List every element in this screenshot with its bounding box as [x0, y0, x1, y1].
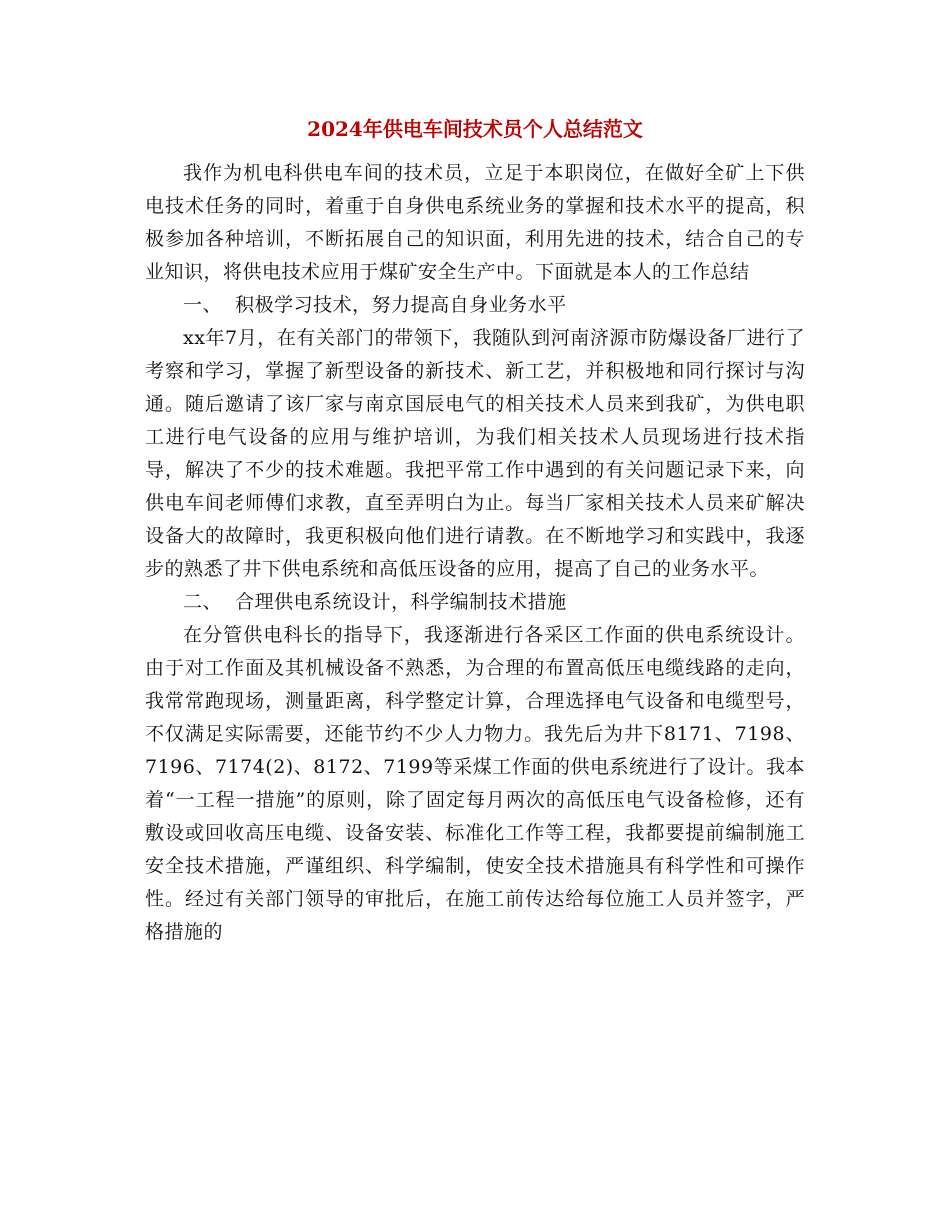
- document-title: 2024年供电车间技术员个人总结范文: [307, 117, 643, 141]
- document-body: [145, 157, 805, 949]
- section-heading-1: 一、 积极学习技术，努力提高自身业务水平: [183, 294, 567, 316]
- section-2-paragraph: 在分管供电科长的指导下，我逐渐进行各采区工作面的供电系统设计。由于对工作面及其机械设备不熟悉，为合理的布置高低压电缆线路的走向，我常常跑现场，测量距离，科学整定计算，合理选择电气设备和电缆型号，不仅满足实际需要，还能节约不少人力物力。我先后为井下8171、7198、7196、7174(2)、8172、7199等采煤工作面的供电系统进行了设计。我本着“一工程一措施”的原则，除了固定每月两次的高低压电气设备检修，还有敷设或回收高压电缆、设备安装、标准化工作等工程，我都要提前编制施工安全技术措施，严谨组织、科学编制，使安全技术措施具有科学性和可操作性。经过有关部门领导的审批后，在施工前传达给每位施工人员并签字，严格措施的: [145, 624, 805, 943]
- section-1-paragraph: xx年7月，在有关部门的带领下，我随队到河南济源市防爆设备厂进行了考察和学习，掌握了新型设备的新技术、新工艺，并积极地和同行探讨与沟通。随后邀请了该厂家与南京国辰电气的相关技术人员来到我矿，为供电职工进行电气设备的应用与维护培训，为我们相关技术人员现场进行技术指导，解决了不少的技术难题。我把平常工作中遇到的有关问题记录下来，向供电车间老师傅们求教，直至弄明白为止。每当厂家相关技术人员来矿解决设备大的故障时，我更积极向他们进行请教。在不断地学习和实践中，我逐步的熟悉了井下供电系统和高低压设备的应用，提高了自己的业务水平。: [145, 327, 805, 580]
- intro-paragraph: 我作为机电科供电车间的技术员，立足于本职岗位，在做好全矿上下供电技术任务的同时，着重于自身供电系统业务的掌握和技术水平的提高，积极参加各种培训，不断拓展自己的知识面，利用先进的技术，结合自己的专业知识，将供电技术应用于煤矿安全生产中。下面就是本人的工作总结: [145, 162, 805, 283]
- section-heading-2: 二、 合理供电系统设计，科学编制技术措施: [183, 591, 567, 613]
